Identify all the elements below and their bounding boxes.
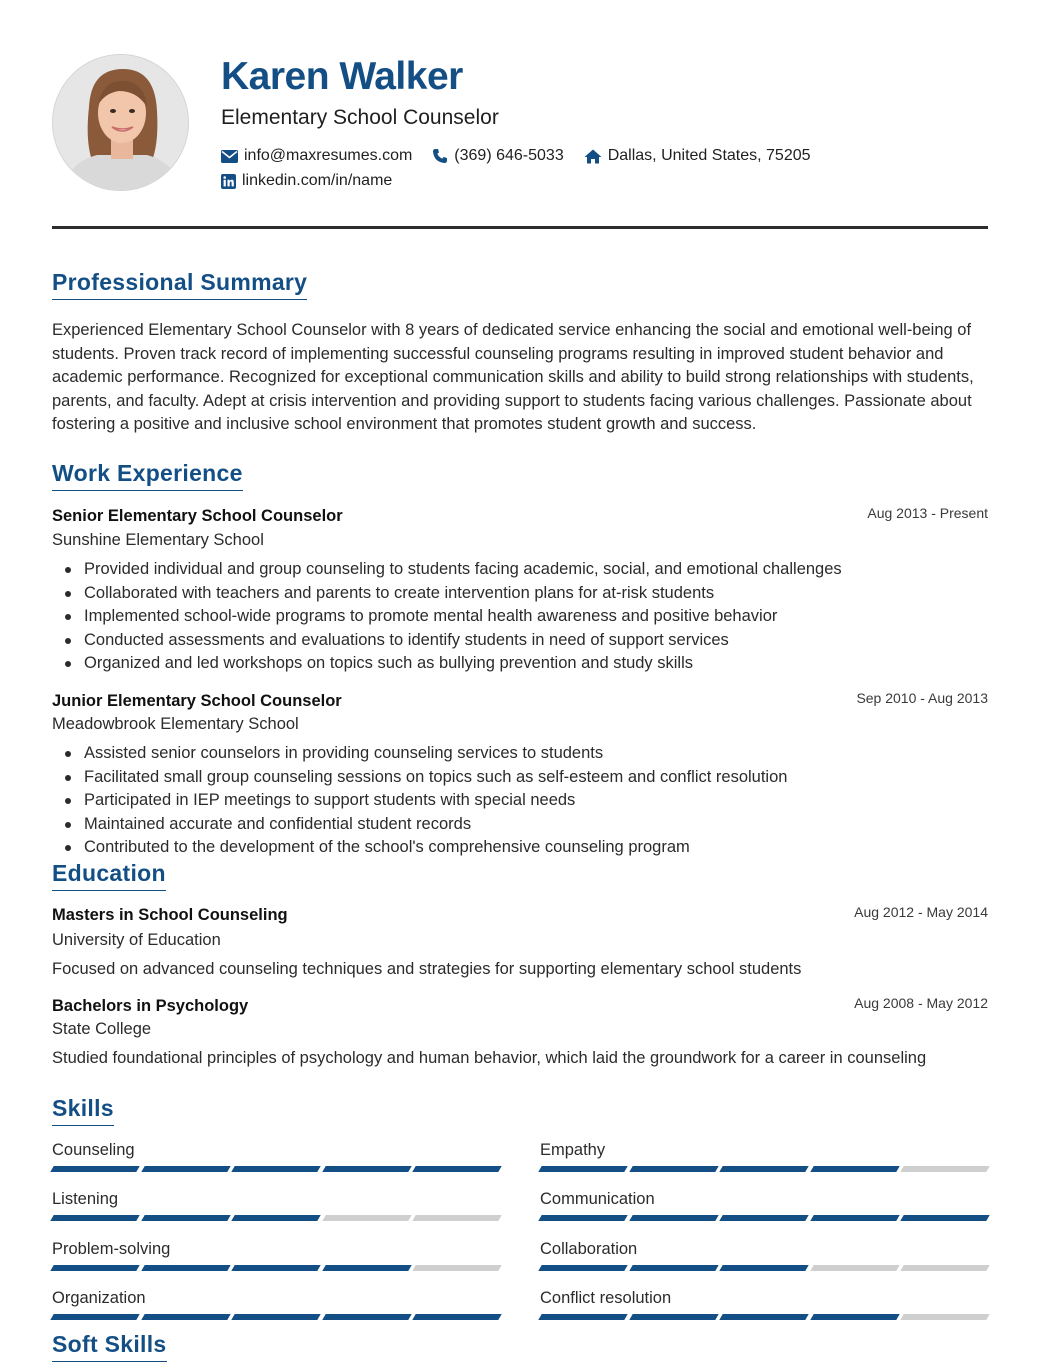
phone-text: (369) 646-5033 bbox=[454, 147, 564, 164]
skill-level-segment-filled bbox=[50, 1166, 139, 1172]
summary-text: Experienced Elementary School Counselor with 8 years of dedicated service enhancing the social and emotional well-being of students. Proven track record of implementing successful counseling programs resulting in improved student behavior and academic performance. Recognized for exceptional communication skills and ability to build strong relationships with students, parents, and faculty. Adept at crisis intervention and providing support to students facing various challenges. Passionate about fostering a positive and inclusive school environment that promotes student growth and success. bbox=[52, 321, 974, 433]
skill-level-bar bbox=[52, 1265, 500, 1271]
resume-page bbox=[52, 0, 988, 1372]
contact-linkedin[interactable] bbox=[221, 171, 392, 191]
skill-level-segment-filled bbox=[141, 1215, 230, 1221]
school-name: University of Education bbox=[52, 931, 221, 949]
summary-heading: Professional Summary bbox=[52, 268, 307, 300]
job-organization: Meadowbrook Elementary School bbox=[52, 715, 299, 733]
skill-level-segment-empty bbox=[412, 1215, 501, 1221]
job-organization: Sunshine Elementary School bbox=[52, 531, 264, 549]
skill-level-bar bbox=[540, 1314, 988, 1320]
linkedin-text: linkedin.com/in/name bbox=[242, 172, 393, 189]
skill-level-segment-empty bbox=[412, 1265, 501, 1271]
job-bullets bbox=[52, 742, 988, 860]
list-item: Maintained accurate and confidential student records bbox=[52, 813, 988, 837]
skill-level-bar bbox=[52, 1215, 500, 1221]
degree-description: Studied foundational principles of psychology and human behavior, which laid the groundwork for a career in counseling bbox=[52, 1049, 927, 1067]
skill-item bbox=[52, 1238, 500, 1278]
contact-email[interactable] bbox=[221, 146, 412, 166]
skill-level-segment-filled bbox=[719, 1265, 808, 1271]
skill-level-segment-filled bbox=[538, 1265, 627, 1271]
skill-level-segment-filled bbox=[810, 1215, 899, 1221]
skill-name: Empathy bbox=[540, 1141, 606, 1159]
skill-level-segment-filled bbox=[900, 1215, 989, 1221]
school-name: State College bbox=[52, 1020, 152, 1038]
skill-name: Communication bbox=[540, 1190, 655, 1209]
skill-level-segment-filled bbox=[141, 1265, 230, 1271]
avatar bbox=[52, 54, 189, 191]
skill-item bbox=[52, 1188, 500, 1228]
list-item: Facilitated small group counseling sessions on topics such as self-esteem and conflict resolution bbox=[52, 766, 988, 790]
skill-level-bar bbox=[52, 1314, 500, 1320]
skill-level-segment-filled bbox=[231, 1265, 320, 1271]
job-dates: Aug 2013 - Present bbox=[867, 505, 988, 521]
skill-level-segment-filled bbox=[719, 1215, 808, 1221]
skill-level-segment-filled bbox=[231, 1166, 320, 1172]
skill-item bbox=[540, 1287, 988, 1327]
contact-phone[interactable] bbox=[432, 146, 563, 166]
skill-item bbox=[52, 1287, 500, 1327]
skill-level-segment-filled bbox=[412, 1166, 501, 1172]
skill-level-segment-filled bbox=[810, 1166, 899, 1172]
experience-heading: Work Experience bbox=[52, 459, 243, 491]
skills-heading: Skills bbox=[52, 1094, 114, 1126]
skill-level-segment-filled bbox=[629, 1265, 718, 1271]
list-item: Collaborated with teachers and parents to create intervention plans for at-risk students bbox=[52, 582, 988, 606]
location-text: Dallas, United States, 75205 bbox=[607, 147, 811, 164]
skill-level-bar bbox=[540, 1265, 988, 1271]
skill-level-segment-filled bbox=[141, 1314, 230, 1320]
list-item: Contributed to the development of the school's comprehensive counseling program bbox=[52, 836, 988, 860]
skill-level-segment-empty bbox=[900, 1265, 989, 1271]
list-item: Implemented school-wide programs to promote mental health awareness and positive behavior bbox=[52, 605, 988, 629]
skill-level-segment-filled bbox=[50, 1265, 139, 1271]
skill-level-segment-filled bbox=[231, 1314, 320, 1320]
list-item: Conducted assessments and evaluations to identify students in need of support services bbox=[52, 629, 988, 653]
skill-level-segment-filled bbox=[538, 1215, 627, 1221]
degree-dates: Aug 2008 - May 2012 bbox=[854, 995, 988, 1011]
skill-level-segment-filled bbox=[50, 1314, 139, 1320]
education-heading: Education bbox=[52, 859, 166, 891]
list-item: Organized and led workshops on topics such as bullying prevention and study skills bbox=[52, 652, 988, 676]
resume-header bbox=[52, 54, 988, 194]
skill-level-segment-filled bbox=[231, 1215, 320, 1221]
skill-level-segment-filled bbox=[810, 1314, 899, 1320]
degree-description: Focused on advanced counseling techniques and strategies for supporting elementary school students bbox=[52, 960, 802, 978]
skill-name: Problem-solving bbox=[52, 1239, 171, 1258]
candidate-title: Elementary School Counselor bbox=[221, 106, 499, 129]
list-item: Participated in IEP meetings to support students with special needs bbox=[52, 789, 988, 813]
skill-level-segment-filled bbox=[412, 1314, 501, 1320]
skill-level-segment-filled bbox=[322, 1265, 411, 1271]
skill-name: Organization bbox=[52, 1288, 146, 1307]
skill-level-segment-filled bbox=[50, 1215, 139, 1221]
skill-level-segment-empty bbox=[900, 1314, 989, 1320]
home-icon bbox=[584, 149, 602, 164]
skill-level-bar bbox=[52, 1166, 500, 1172]
skill-name: Listening bbox=[52, 1190, 119, 1209]
job-title: Senior Elementary School Counselor bbox=[52, 507, 343, 525]
envelope-icon bbox=[221, 150, 238, 163]
list-item: Provided individual and group counseling to students facing academic, social, and emotional challenges bbox=[52, 558, 988, 582]
skill-level-segment-filled bbox=[322, 1314, 411, 1320]
candidate-name: Karen Walker bbox=[221, 55, 463, 98]
header-divider bbox=[52, 226, 988, 229]
list-item: Assisted senior counselors in providing counseling services to students bbox=[52, 742, 988, 766]
skill-level-segment-filled bbox=[141, 1166, 230, 1172]
job-title: Junior Elementary School Counselor bbox=[52, 692, 342, 710]
job-dates: Sep 2010 - Aug 2013 bbox=[856, 690, 988, 706]
phone-icon bbox=[432, 148, 448, 164]
skill-level-segment-empty bbox=[900, 1166, 989, 1172]
skill-level-bar bbox=[540, 1215, 988, 1221]
job-bullets bbox=[52, 558, 988, 676]
contact-location bbox=[584, 146, 811, 166]
degree-dates: Aug 2012 - May 2014 bbox=[854, 904, 988, 920]
contact-row-secondary bbox=[221, 171, 412, 191]
skill-level-segment-filled bbox=[629, 1166, 718, 1172]
avatar-photo bbox=[53, 55, 189, 191]
skill-item bbox=[540, 1238, 988, 1278]
contact-row-primary bbox=[221, 146, 831, 166]
skill-item bbox=[52, 1139, 500, 1179]
skill-level-segment-filled bbox=[629, 1215, 718, 1221]
skill-name: Conflict resolution bbox=[540, 1288, 672, 1307]
skill-level-segment-empty bbox=[322, 1215, 411, 1221]
skill-item bbox=[540, 1139, 988, 1179]
skill-level-bar bbox=[540, 1166, 988, 1172]
degree-title: Masters in School Counseling bbox=[52, 906, 288, 924]
skill-name: Collaboration bbox=[540, 1239, 638, 1258]
skill-level-segment-filled bbox=[719, 1314, 808, 1320]
skill-name: Counseling bbox=[52, 1141, 135, 1159]
skill-level-segment-filled bbox=[538, 1166, 627, 1172]
skill-item bbox=[540, 1188, 988, 1228]
skill-level-segment-filled bbox=[629, 1314, 718, 1320]
email-text: info@maxresumes.com bbox=[244, 147, 413, 164]
skill-level-segment-empty bbox=[810, 1265, 899, 1271]
skill-level-segment-filled bbox=[719, 1166, 808, 1172]
skill-level-segment-filled bbox=[538, 1314, 627, 1320]
skill-level-segment-filled bbox=[322, 1166, 411, 1172]
soft-skills-heading: Soft Skills bbox=[52, 1330, 167, 1362]
degree-title: Bachelors in Psychology bbox=[52, 997, 249, 1015]
linkedin-icon bbox=[221, 174, 236, 189]
